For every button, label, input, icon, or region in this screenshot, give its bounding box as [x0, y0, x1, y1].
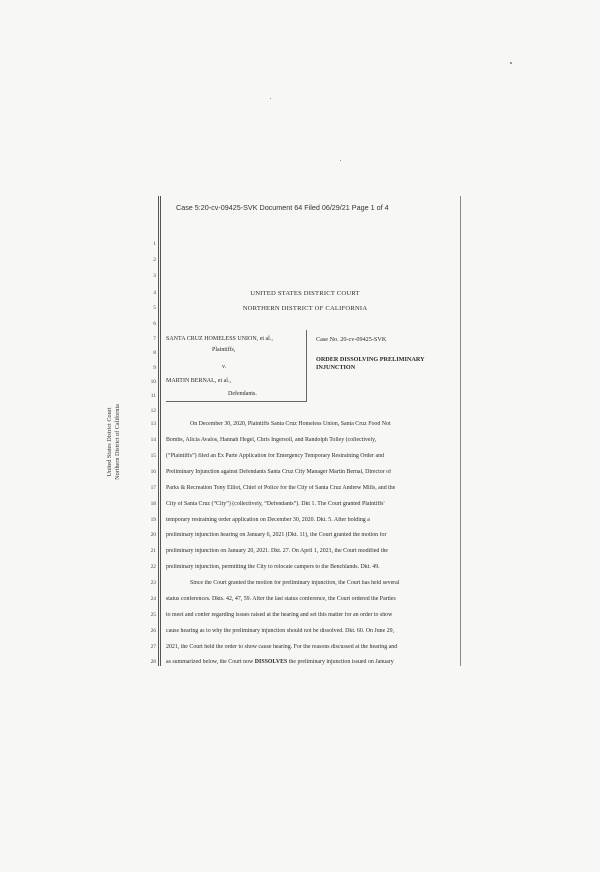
- body-line: On December 30, 2020, Plaintiffs Santa Cruz Homeless Union, Santa Cruz Food Not: [190, 421, 391, 427]
- court-name-line1: UNITED STATES DISTRICT COURT: [250, 290, 360, 297]
- line-number: 23: [150, 580, 156, 586]
- line-number: 1: [153, 241, 156, 247]
- line-number: 4: [153, 290, 156, 296]
- line-number: 22: [150, 564, 156, 570]
- line-number: 7: [153, 336, 156, 342]
- line-number: 21: [150, 548, 156, 554]
- body-line: preliminary injunction, permitting the City to relocate campers to the Benchlands. Dkt. 49.: [166, 564, 380, 570]
- line-number: 15: [150, 453, 156, 459]
- body-line: Since the Court granted the motion for preliminary injunction, the Court has held several: [190, 580, 400, 586]
- body-line: status conferences. Dkts. 42, 47, 59. After the last status conference, the Court ordered the Parties: [166, 596, 396, 602]
- line-number: 5: [153, 305, 156, 311]
- line-number: 28: [150, 659, 156, 665]
- scan-speck: [270, 98, 271, 99]
- line-number: 17: [150, 485, 156, 491]
- sidebar-line1: United States District Court: [106, 407, 113, 477]
- line-number: 13: [150, 421, 156, 427]
- left-margin-rule-inner: [160, 196, 161, 666]
- line-number: 16: [150, 469, 156, 475]
- scan-speck: [340, 160, 341, 161]
- line-number: 19: [150, 517, 156, 523]
- versus: v.: [222, 364, 227, 370]
- line-number: 24: [150, 596, 156, 602]
- sidebar-line2: Northern District of California: [114, 404, 121, 480]
- dissolves-emphasis: DISSOLVES: [254, 659, 288, 665]
- body-line: 2021, the Court held the order to show cause hearing. For the reasons discussed at the hearing and: [166, 644, 398, 650]
- order-title-line2: INJUNCTION: [316, 364, 356, 371]
- line-number: 9: [153, 365, 156, 371]
- line-number: 3: [153, 273, 156, 279]
- line-number: 11: [150, 393, 156, 399]
- line-number: 27: [150, 644, 156, 650]
- body-line: cause hearing as to why the preliminary injunction should not be dissolved. Dkt. 60. On June 29,: [166, 628, 395, 634]
- body-line: Preliminary Injunction against Defendants Santa Cruz City Manager Martin Bernal, Director of: [166, 469, 392, 475]
- body-line: Parks & Recreation Tony Elliot, Chief of Police for the City of Santa Cruz Andrew Mills, and the: [166, 485, 396, 491]
- line-number: 8: [153, 350, 156, 356]
- court-sidebar: [106, 387, 122, 497]
- line-number: 6: [153, 321, 156, 327]
- body-line-final: [166, 659, 454, 665]
- body-line: preliminary injunction on January 20, 2021. Dkt. 27. On April 1, 2021, the Court modified the: [166, 548, 389, 554]
- left-margin-rule: [158, 196, 159, 666]
- body-text: as summarized below, the Court now: [166, 659, 255, 665]
- line-number: 10: [150, 379, 156, 385]
- body-line: Bombs, Alicia Avalos, Hannah Hegel, Chris Ingersoll, and Randolph Tolley (collectively,: [166, 437, 377, 443]
- caption-bottom-rule: [166, 401, 306, 402]
- line-number: 25: [150, 612, 156, 618]
- order-title-line1: ORDER DISSOLVING PRELIMINARY: [316, 356, 425, 363]
- plaintiff-role: Plaintiffs,: [212, 347, 236, 353]
- defendant-name: MARTIN BERNAL, et al.,: [166, 378, 231, 384]
- caption-divider: [306, 330, 307, 402]
- case-header: Case 5:20-cv-09425-SVK Document 64 Filed 06/29/21 Page 1 of 4: [176, 203, 389, 212]
- scan-speck: [510, 62, 512, 64]
- body-text: the preliminary injunction issued on January: [287, 659, 394, 665]
- body-line: City of Santa Cruz (“City”) (collectively, “Defendants”). Dkt 1. The Court granted Plaintiffs': [166, 501, 385, 507]
- line-number: 18: [150, 501, 156, 507]
- body-line: temporary restraining order application on December 30, 2020. Dkt. 5. After holding a: [166, 517, 370, 523]
- line-number: 20: [150, 532, 156, 538]
- body-line: preliminary injunction hearing on January 6, 2021 (Dkt. 11), the Court granted the motion for: [166, 532, 387, 538]
- body-line: (“Plaintiffs”) filed an Ex Parte Application for Emergency Temporary Restraining Order and: [166, 453, 384, 459]
- line-number: 12: [150, 408, 156, 414]
- defendant-role: Defendants.: [228, 391, 257, 397]
- case-number: Case No. 20-cv-09425-SVK: [316, 336, 387, 343]
- line-number: 14: [150, 437, 156, 443]
- line-number: 2: [153, 257, 156, 263]
- line-number: 26: [150, 628, 156, 634]
- court-name-line2: NORTHERN DISTRICT OF CALIFORNIA: [242, 305, 368, 312]
- plaintiff-name: SANTA CRUZ HOMELESS UNION, et al.,: [166, 336, 273, 342]
- right-margin-rule: [460, 196, 461, 666]
- body-line: to meet and confer regarding issues raised at the hearing and set this matter for an order to show: [166, 612, 393, 618]
